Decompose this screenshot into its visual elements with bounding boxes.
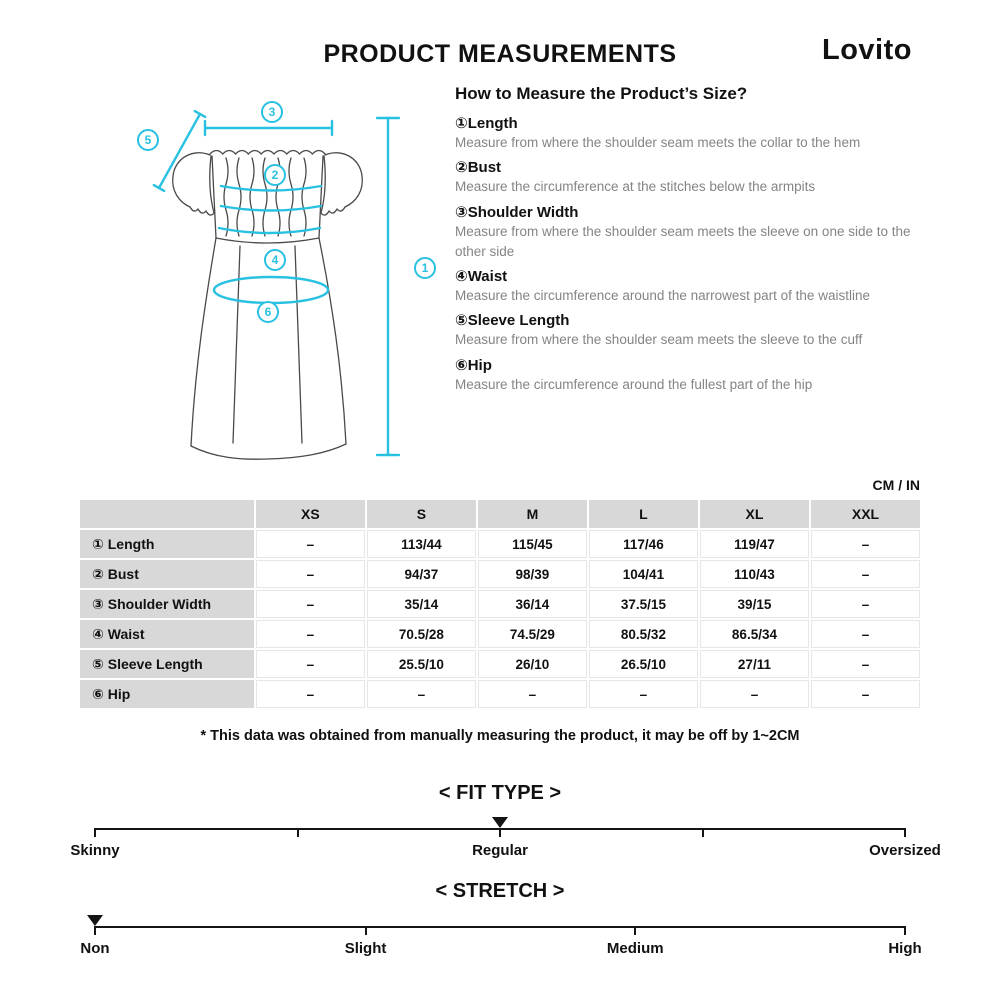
- row-label: ⑥ Hip: [80, 680, 254, 708]
- stretch-title: < STRETCH >: [435, 880, 565, 902]
- measure-item-name: ⑤Sleeve Length: [455, 312, 570, 330]
- measurement-cell: –: [478, 680, 587, 708]
- measurement-cell: 113/44: [367, 530, 476, 558]
- measurement-cell: –: [811, 530, 920, 558]
- row-label: ① Length: [80, 530, 254, 558]
- measurement-cell: 98/39: [478, 560, 587, 588]
- table-row-sleeve-length: [80, 650, 920, 678]
- measurement-cell: –: [256, 650, 365, 678]
- fit-type-tick: [904, 828, 906, 837]
- stretch-tick: [365, 926, 367, 935]
- fit-type-marker: [492, 817, 508, 828]
- stretch-label-high: High: [888, 940, 922, 957]
- measurement-cell: –: [367, 680, 476, 708]
- measurement-disclaimer: * This data was obtained from manually measuring the product, it may be off by 1~2CM: [200, 728, 800, 744]
- measurement-cell: –: [811, 620, 920, 648]
- measurement-cell: 36/14: [478, 590, 587, 618]
- measure-item-sleeve-length: [455, 311, 937, 350]
- measure-item-length: [455, 114, 937, 153]
- measure-item-description: Measure the circumference around the narrowest part of the waistline: [455, 288, 870, 303]
- stretch-tick: [904, 926, 906, 935]
- row-label: ② Bust: [80, 560, 254, 588]
- fit-type-scale: [70, 820, 941, 866]
- measurement-cell: 110/43: [700, 560, 809, 588]
- measurement-cell: –: [256, 530, 365, 558]
- measurement-cell: 70.5/28: [367, 620, 476, 648]
- badge-2-number: 2: [271, 168, 279, 182]
- measurement-cell: –: [811, 650, 920, 678]
- how-to-measure-section: [455, 84, 937, 400]
- measurement-cell: 104/41: [589, 560, 698, 588]
- badge-3-number: 3: [268, 105, 276, 119]
- fit-type-title: < FIT TYPE >: [438, 782, 562, 804]
- table-row-bust: [80, 560, 920, 588]
- measurement-cell: 74.5/29: [478, 620, 587, 648]
- measure-item-bust: [455, 158, 937, 197]
- fit-type-tick: [94, 828, 96, 837]
- measurement-cell: 119/47: [700, 530, 809, 558]
- measure-item-name: ②Bust: [455, 159, 502, 177]
- measure-item-shoulder-width: [455, 203, 937, 263]
- measure-item-description: Measure the circumference at the stitches below the armpits: [455, 179, 816, 195]
- measurement-cell: 86.5/34: [700, 620, 809, 648]
- stretch-axis: [95, 926, 905, 928]
- measurement-cell: –: [256, 590, 365, 618]
- badge-5-number: 5: [144, 133, 152, 147]
- stretch-label-non: Non: [80, 940, 110, 957]
- size-column-header: XS: [256, 500, 365, 528]
- measurement-cell: 94/37: [367, 560, 476, 588]
- size-column-header: XL: [700, 500, 809, 528]
- stretch-label-medium: Medium: [606, 940, 664, 957]
- how-to-measure-title: How to Measure the Product’s Size?: [455, 84, 748, 103]
- measure-item-name: ④Waist: [455, 268, 508, 285]
- table-row-hip: [80, 680, 920, 708]
- fit-type-label-skinny: Skinny: [70, 842, 120, 859]
- badge-4-number: 4: [271, 253, 279, 267]
- stretch-label-slight: Slight: [344, 940, 387, 957]
- measurement-cell: 39/15: [700, 590, 809, 618]
- measure-item-name: ⑥Hip: [455, 356, 492, 374]
- fit-type-tick: [702, 828, 704, 837]
- measurement-cell: –: [256, 680, 365, 708]
- page-title: PRODUCT MEASUREMENTS: [323, 40, 677, 68]
- row-label: ③ Shoulder Width: [80, 590, 254, 618]
- measure-item-waist: [455, 267, 937, 306]
- size-table: [78, 498, 922, 710]
- table-row-shoulder-width: [80, 590, 920, 618]
- brand-logo: Lovito: [822, 34, 912, 66]
- measurement-cell: 25.5/10: [367, 650, 476, 678]
- measurement-cell: 35/14: [367, 590, 476, 618]
- row-label: ⑤ Sleeve Length: [80, 650, 254, 678]
- measurement-cell: 26.5/10: [589, 650, 698, 678]
- size-column-header: M: [478, 500, 587, 528]
- measurement-cell: 115/45: [478, 530, 587, 558]
- unit-label: CM / IN: [872, 477, 920, 493]
- size-column-header: XXL: [811, 500, 920, 528]
- measure-item-description: Measure from where the shoulder seam meets the sleeve on one side to the other side: [455, 223, 911, 259]
- measurement-cell: 117/46: [589, 530, 698, 558]
- measurement-cell: 27/11: [700, 650, 809, 678]
- measure-item-description: Measure from where the shoulder seam meets the sleeve to the cuff: [455, 332, 863, 348]
- measurement-cell: 37.5/15: [589, 590, 698, 618]
- measure-item-description: Measure from where the shoulder seam meets the collar to the hem: [455, 135, 861, 150]
- badge-1-number: 1: [421, 261, 429, 275]
- dress-measurement-diagram: [105, 88, 450, 473]
- stretch-scale: [80, 918, 922, 964]
- stretch-tick: [94, 926, 96, 935]
- size-table-header-row: [80, 500, 920, 528]
- fit-type-label-oversized: Oversized: [869, 842, 941, 859]
- stretch-tick: [634, 926, 636, 935]
- measurement-cell: –: [700, 680, 809, 708]
- stretch-marker: [87, 915, 103, 926]
- measure-item-hip: [455, 356, 937, 395]
- measurement-lines: [154, 111, 399, 455]
- fit-type-label-regular: Regular: [472, 842, 528, 859]
- table-row-length: [80, 530, 920, 558]
- row-label: ④ Waist: [80, 620, 254, 648]
- size-column-header: S: [367, 500, 476, 528]
- measurement-cell: 26/10: [478, 650, 587, 678]
- badge-6-number: 6: [264, 305, 272, 319]
- diagram-number-badges: [138, 102, 435, 322]
- fit-type-tick: [297, 828, 299, 837]
- measurement-cell: –: [589, 680, 698, 708]
- measure-item-name: ③Shoulder Width: [455, 203, 579, 221]
- measurement-cell: –: [256, 620, 365, 648]
- measure-item-name: ①Length: [455, 115, 518, 132]
- measurement-cell: –: [811, 680, 920, 708]
- measurement-cell: –: [256, 560, 365, 588]
- table-row-waist: [80, 620, 920, 648]
- measurement-cell: –: [811, 560, 920, 588]
- measurement-cell: 80.5/32: [589, 620, 698, 648]
- size-table-corner-cell: [80, 500, 254, 528]
- measure-item-description: Measure the circumference around the fullest part of the hip: [455, 376, 813, 392]
- size-column-header: L: [589, 500, 698, 528]
- measurement-cell: –: [811, 590, 920, 618]
- fit-type-tick: [499, 828, 501, 837]
